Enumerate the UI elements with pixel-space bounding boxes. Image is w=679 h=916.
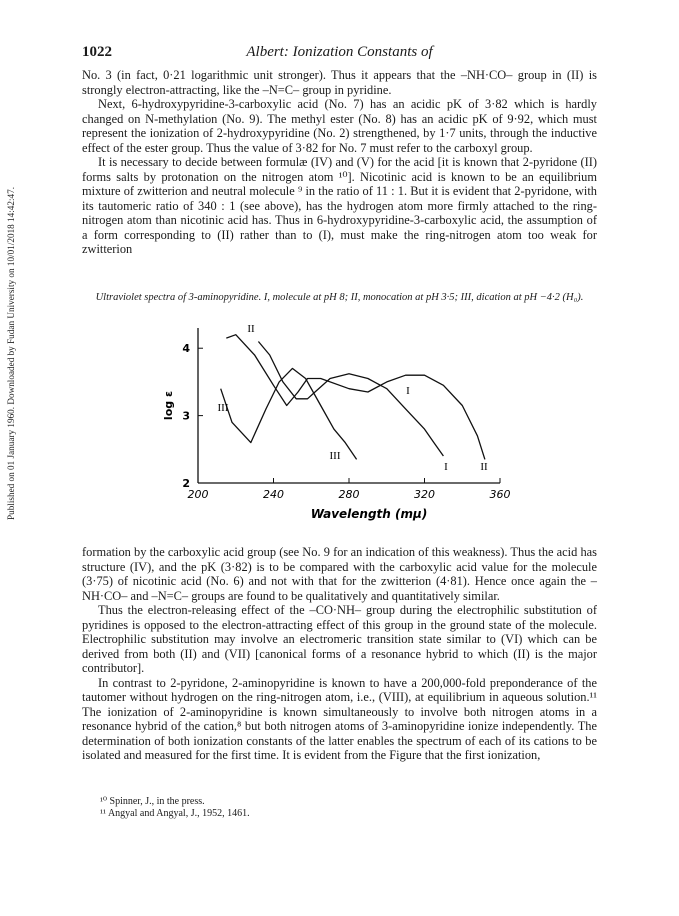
page-number: 1022 [82, 44, 112, 60]
download-stamp: Published on 01 January 1960. Downloaded by Fudan University on 10/01/2018 14:42:47. [6, 186, 16, 520]
chart-axes [162, 328, 511, 521]
x-tick-label: 200 [187, 488, 209, 501]
paragraph: No. 3 (in fact, 0·21 logarithmic unit stronger). Thus it appears that the –NH·CO– group in (II) is strongly electron-attracting, like the –N=C– group in pyridine. [82, 68, 597, 97]
body-text-bottom [82, 545, 597, 763]
paragraph: In contrast to 2-pyridone, 2-aminopyridine is known to have a 200,000-fold preponderance of the tautomer without hydrogen on the ring-nitrogen atom, i.e., (VIII), at equilibrium in aqueous solution.¹¹ The ionization of 2-aminopyridine is known simultaneously to involve both nitrogen atoms in a resonance hybrid of the cation,⁸ but both nitrogen atoms of 3-aminopyridine ionize independently. The determination of both ionization constants of the latter enables the spectrum of each of its cations to be isolated and measured for the first time. It is evident from the Figure that the first ionization, [82, 675, 597, 762]
curve-end-label-II: II [480, 461, 488, 473]
footnote: ¹¹ Angyal and Angyal, J., 1952, 1461. [100, 808, 250, 819]
y-tick-label: 3 [182, 409, 190, 423]
y-tick-label: 2 [182, 477, 190, 490]
paragraph: formation by the carboxylic acid group (see No. 9 for an indication of this weakness). Thus the acid has structure (IV), and the pK (3·82) is to be compared with the carboxylic acid value for the molecule (3·75) of nicotinic acid (No. 6) and not with that for the zwitterion (4·81). Hence once again the –NH·CO– and –N=C– groups are found to be qualitatively and quantitatively similar. [82, 545, 597, 603]
x-tick-label: 360 [489, 488, 511, 501]
x-tick-label: 280 [338, 488, 360, 501]
curve-label-I: I [406, 385, 410, 397]
chart-labels [218, 323, 488, 473]
x-axis-label: Wavelength (mμ) [310, 507, 428, 521]
x-tick-label: 320 [414, 488, 435, 501]
curve-III [221, 368, 357, 459]
curve-II [226, 335, 485, 460]
page-header [82, 44, 597, 64]
paragraph: Next, 6-hydroxypyridine-3-carboxylic acid (No. 7) has an acidic pK of 3·82 which is hardly changed on N-methylation (No. 9). The methyl ester (No. 8) has an acidic pK of 9·92, which must represent the ionization of 2-hydroxypyridine (No. 2) strengthened, by 1·7 units, through the inductive effect of the ester group. Thus the value of 3·82 for No. 7 must refer to the carboxyl group. [82, 97, 597, 155]
curve-end-label-I: I [444, 461, 448, 473]
curve-end-label-III: III [217, 402, 229, 414]
curve-label-II: II [247, 323, 255, 335]
footnote: ¹⁰ Spinner, J., in the press. [100, 796, 205, 807]
y-tick-label: 4 [182, 342, 190, 356]
body-text-top [82, 68, 597, 257]
chart-curves [221, 335, 485, 460]
curve-I [258, 342, 443, 457]
running-title: Albert: Ionization Constants of [246, 44, 433, 60]
footnotes [100, 796, 250, 820]
curve-label-III: III [329, 450, 341, 462]
y-axis-label: log ε [162, 390, 175, 421]
paragraph: It is necessary to decide between formulæ (IV) and (V) for the acid [it is known that 2-pyridone (II) forms salts by protonation on the nitrogen atom ¹⁰]. Nicotinic acid is known to be an equilibrium mixture of zwitterion and neutral molecule ⁹ in the ratio of 11 : 1. But it is evident that 2-pyridone, with its tautomeric ratio of 340 : 1 (see above), has the hydrogen atom more firmly attached to the ring-nitrogen atom than nicotinic acid has. Thus in 6-hydroxypyridine-3-carboxylic acid, the assumption of a form corresponding to (II) rather than to (I), must make the ring-nitrogen atom too weak for zwitterion [82, 155, 597, 256]
x-tick-label: 240 [263, 488, 284, 501]
figure-caption: Ultraviolet spectra of 3-aminopyridine. I, molecule at pH 8; II, monocation at pH 3·5; III, dication at pH −4·2 (H₀). [95, 292, 584, 303]
paragraph: Thus the electron-releasing effect of the –CO·NH– group during the electrophilic substitution of pyridines is opposed to the electron-attracting effect of this group in the ground state of the molecule. Electrophilic substitution may involve an electromeric transition state similar to (VI) which can be derived from both (II) and (VII) [canonical forms of a resonance hybrid to which (II) is the major contributor]. [82, 603, 597, 675]
uv-spectra-chart [150, 318, 530, 540]
